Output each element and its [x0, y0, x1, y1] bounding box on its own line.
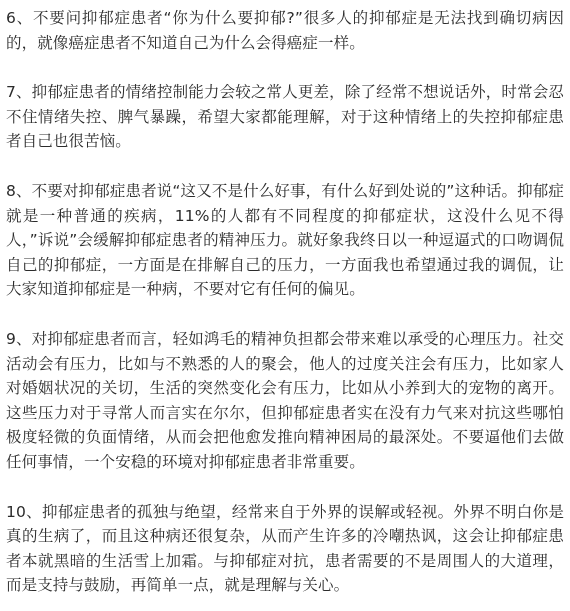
paragraph-10: 10、抑郁症患者的孤独与绝望，经常来自于外界的误解或轻视。外界不明白你是真的生病了，而且这种病还很复杂，从而产生许多的冷嘲热讽，这会让抑郁症患者本就黑暗的生活雪上加霜。与抑郁症对抗，患者需要的不是周围人的大道理，而是支持与鼓励，再简单一点，就是理解与关心。	[6, 502, 564, 595]
paragraph-8: 8、不要对抑郁症患者说“这又不是什么好事，有什么好到处说的”这种话。抑郁症就是一种普通的疾病，11%的人都有不同程度的抑郁症状，这没什么见不得人，”诉说”会缓解抑郁症患者的精神压力。就好象我终日以一种逗逼式的口吻调侃自己的抑郁症，一方面是在排解自己的压力，一方面我也希望通过我的调侃，让大家知道抑郁症是一种病，不要对它有任何的偏见。	[6, 181, 564, 299]
paragraph-9: 9、对抑郁症患者而言，轻如鸿毛的精神负担都会带来难以承受的心理压力。社交活动会有压力，比如与不熟悉的人的聚会，他人的过度关注会有压力，比如家人对婚姻状况的关切，生活的突然变化会有压力，比如从小养到大的宠物的离开。这些压力对于寻常人而言实在尔尔，但抑郁症患者实在没有力气来对抗这些哪怕极度轻微的负面情绪，从而会把他愈发推向精神困局的最深处。不要逼他们去做任何事情，一个安稳的环境对抑郁症患者非常重要。	[6, 329, 564, 471]
paragraph-7: 7、抑郁症患者的情绪控制能力会较之常人更差，除了经常不想说话外，时常会忍不住情绪失控、脾气暴躁，希望大家都能理解，对于这种情绪上的失控抑郁症患者自己也很苦恼。	[6, 83, 564, 151]
paragraph-6: 6、不要问抑郁症患者“你为什么要抑郁?”很多人的抑郁症是无法找到确切病因的，就像癌症患者不知道自己为什么会得癌症一样。	[6, 9, 564, 52]
